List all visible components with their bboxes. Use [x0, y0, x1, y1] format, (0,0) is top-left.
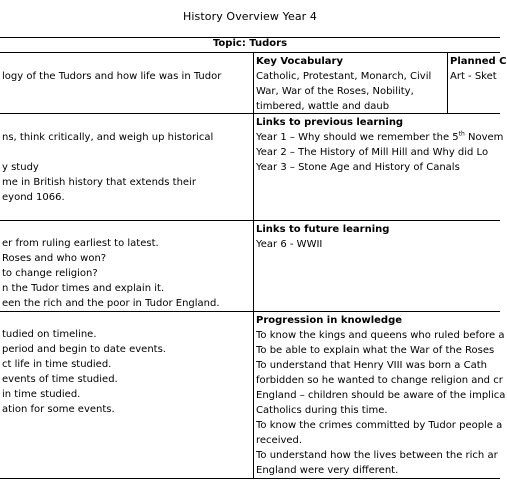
skills-line: ns, think critically, and weigh up historical: [2, 132, 214, 143]
objectives-line: to change religion?: [2, 268, 98, 279]
key-vocabulary-line: War, War of the Roses, Nobility,: [256, 86, 414, 97]
skills-line: eyond 1066.: [2, 192, 65, 203]
table-divider: [0, 52, 500, 53]
outcomes-line: events of time studied.: [2, 374, 118, 385]
skills-line: [2, 145, 250, 160]
outcomes-line: ation for some events.: [2, 404, 115, 415]
topic-heading: Topic: Tudors: [212, 38, 288, 49]
progression-line: To know the crimes committed by Tudor people a: [256, 420, 503, 431]
outcomes-line: in time studied.: [2, 389, 81, 400]
outcomes-line: tudied on timeline.: [2, 329, 97, 340]
links-future-line: Year 6 - WWII: [256, 239, 323, 250]
links-previous-heading: Links to previous learning: [256, 117, 404, 128]
progression-line: To be able to explain what the War of the Roses: [256, 345, 495, 356]
planned-heading: Planned C: [450, 56, 507, 67]
planned-line: Art - Sket: [450, 71, 497, 82]
aims-text: logy of the Tudors and how life was in Tudor: [2, 71, 222, 82]
objectives-cell: [2, 236, 250, 311]
key-vocabulary-line: Catholic, Protestant, Monarch, Civil: [256, 71, 432, 82]
document-title: History Overview Year 4: [183, 10, 317, 23]
progression-cell: [256, 313, 506, 478]
outcomes-cell: [2, 327, 250, 417]
links-previous-line: Year 2 – The History of Mill Hill and Why did Lo: [256, 147, 489, 158]
links-previous-cell: [256, 115, 504, 175]
objectives-line: Roses and who won?: [2, 253, 107, 264]
objectives-line: een the rich and the poor in Tudor England.: [2, 298, 220, 309]
links-future-cell: [256, 222, 500, 252]
overview-table: [0, 37, 507, 500]
objectives-line: n the Tudor times and explain it.: [2, 283, 165, 294]
links-previous-year1-tail: Novem: [464, 132, 504, 143]
links-future-heading: Links to future learning: [256, 224, 390, 235]
skills-line: y study: [2, 162, 39, 173]
progression-line: England – children should be aware of the implica: [256, 390, 506, 401]
progression-heading: Progression in knowledge: [256, 315, 403, 326]
progression-line: To understand that Henry VIII was born a Cath: [256, 360, 487, 371]
progression-line: received.: [256, 435, 303, 446]
key-vocabulary-line: timbered, wattle and daub: [256, 101, 390, 112]
key-vocabulary-heading: Key Vocabulary: [256, 56, 343, 67]
links-previous-line: Year 3 – Stone Age and History of Canals: [256, 162, 460, 173]
links-previous-year1-sup: th: [458, 130, 465, 138]
table-divider: [0, 311, 500, 312]
links-previous-year1-text: Year 1 – Why should we remember the 5: [256, 132, 459, 143]
table-column-divider: [447, 52, 448, 114]
skills-cell: [2, 130, 250, 205]
table-divider: [0, 220, 500, 221]
progression-line: To understand how the lives between the rich ar: [256, 450, 498, 461]
skills-line: me in British history that extends their: [2, 177, 196, 188]
table-column-divider: [253, 52, 254, 479]
progression-line: England were very different.: [256, 465, 399, 476]
objectives-line: er from ruling earliest to latest.: [2, 238, 159, 249]
links-previous-line: [256, 130, 504, 145]
progression-line: Catholics during this time.: [256, 405, 388, 416]
outcomes-line: ct life in time studied.: [2, 359, 112, 370]
progression-line: forbidden so he wanted to change religion and cr: [256, 375, 503, 386]
table-border-bottom: [0, 478, 500, 479]
key-vocabulary-cell: [256, 54, 446, 114]
outcomes-line: period and begin to date events.: [2, 344, 166, 355]
progression-line: To know the kings and queens who ruled before a: [256, 330, 505, 341]
planned-cell: [450, 54, 507, 84]
